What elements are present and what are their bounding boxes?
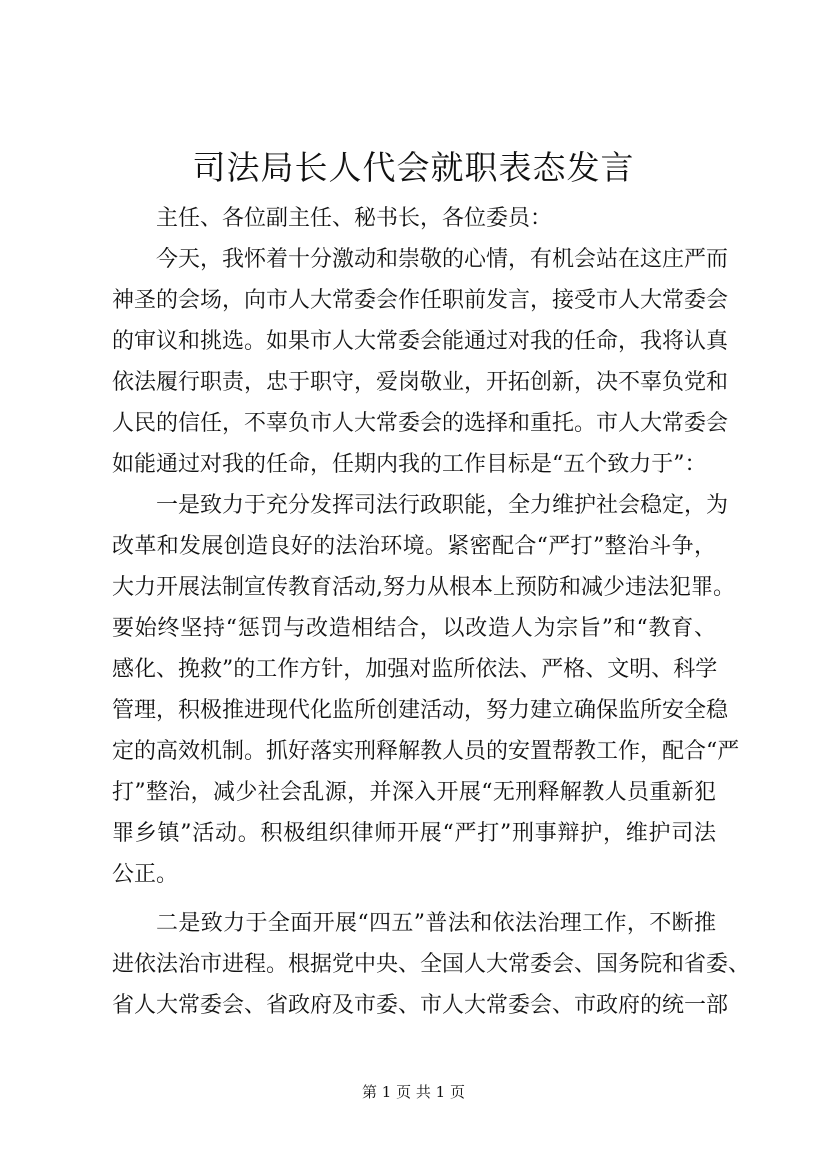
paragraph-gap	[112, 895, 716, 903]
paragraph-2-line-7: 定的高效机制。抓好落实刑释解教人员的安置帮教工作，配合“严	[112, 739, 740, 764]
paragraph-1-line-2: 神圣的会场，向市人大常委会作任职前发言，接受市人大常委会	[112, 288, 729, 313]
paragraph-2-line-2: 改革和发展创造良好的法治环境。紧密配合“严打”整治斗争，	[112, 534, 716, 559]
paragraph-2-line-1: 一是致力于充分发挥司法行政职能，全力维护社会稳定，为	[156, 493, 729, 518]
paragraph-1-line-4: 依法履行职责，忠于职守，爱岗敬业，开拓创新，决不辜负党和	[112, 370, 729, 395]
paragraph-2-line-6: 管理，积极推进现代化监所创建活动，努力建立确保监所安全稳	[112, 698, 729, 723]
paragraph-2-line-9: 罪乡镇”活动。积极组织律师开展“严打”刑事辩护，维护司法	[112, 821, 716, 846]
paragraph-3-line-2: 进依法治市进程。根据党中央、全国人大常委会、国务院和省委、	[112, 952, 751, 977]
paragraph-3-line-3: 省人大常委会、省政府及市委、市人大常委会、市政府的统一部	[112, 993, 729, 1018]
paragraph-1-line-6: 如能通过对我的任命，任期内我的工作目标是“五个致力于”：	[112, 452, 707, 477]
paragraph-1-line-5: 人民的信任，不辜负市人大常委会的选择和重托。市人大常委会	[112, 411, 729, 436]
paragraph-2-line-3: 大力开展法制宣传教育活动,努力从根本上预防和减少违法犯罪。	[112, 575, 735, 600]
paragraph-2-line-10: 公正。	[112, 862, 179, 887]
paragraph-1-line-3: 的审议和挑选。如果市人大常委会能通过对我的任命，我将认真	[112, 329, 729, 354]
paragraph-2-line-8: 打”整治，减少社会乱源，并深入开展“无刑释解教人员重新犯	[112, 780, 716, 805]
paragraph-1-line-1: 今天，我怀着十分激动和崇敬的心情，有机会站在这庄严而	[156, 247, 729, 272]
page-number-footer: 第 1 页 共 1 页	[362, 1083, 465, 1101]
document-title: 司法局长人代会就职表态发言	[192, 148, 635, 187]
paragraph-3-line-1: 二是致力于全面开展“四五”普法和依法治理工作，不断推	[156, 911, 716, 936]
paragraph-2-line-4: 要始终坚持“惩罚与改造相结合，以改造人为宗旨”和“教育、	[112, 616, 716, 641]
document-body	[112, 198, 751, 1026]
salutation-line: 主任、各位副主任、秘书长，各位委员：	[156, 206, 553, 231]
paragraph-2-line-5: 感化、挽救”的工作方针，加强对监所依法、严格、文明、科学	[112, 657, 718, 682]
